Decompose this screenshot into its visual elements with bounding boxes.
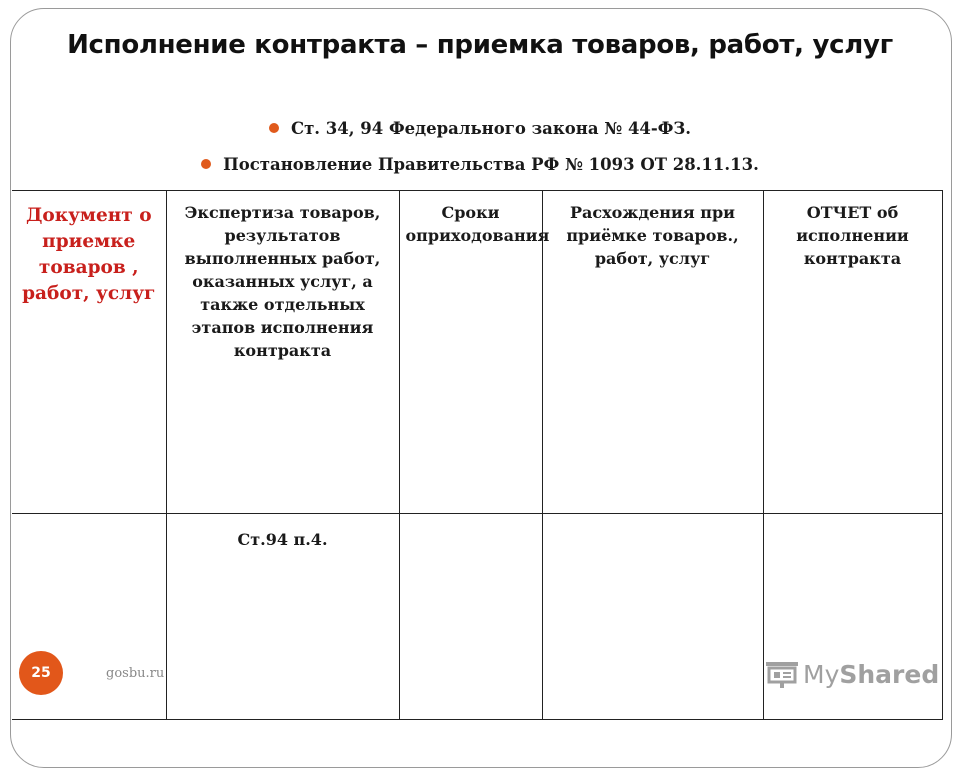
bullet-item [0, 110, 960, 146]
header-cell-report: ОТЧЕТ об исполнении контракта [763, 191, 942, 514]
myshared-watermark [765, 654, 939, 694]
site-footer: gosbu.ru [106, 666, 165, 681]
bullet-dot-icon [269, 123, 279, 133]
table-header-row [12, 191, 942, 514]
page-number-badge: 25 [19, 651, 63, 695]
header-cell-discrepancies: Расхождения при приёмке товаров., работ, услуг [542, 191, 763, 514]
bullet-item [0, 146, 960, 182]
bullet-list [0, 110, 960, 182]
bullet-text: Постановление Правительства РФ № 1093 ОТ 28.11.13. [223, 154, 759, 174]
header-cell-deadlines: Сроки оприходования [399, 191, 542, 514]
table-cell [399, 514, 542, 720]
header-cell-expertise: Экспертиза товаров, результатов выполненных работ, оказанных услуг, а также отдельных этапов исполнения контракта [166, 191, 399, 514]
table-cell: Ст.94 п.4. [166, 514, 399, 720]
table-cell [542, 514, 763, 720]
bullet-dot-icon [201, 159, 211, 169]
bullet-text: Ст. 34, 94 Федерального закона № 44-ФЗ. [290, 118, 692, 138]
acceptance-table [12, 190, 942, 720]
brand-suffix: Shared [839, 659, 940, 689]
header-cell-document: Документ о приемке товаров , работ, услуг [12, 191, 166, 514]
slide-title: Исполнение контракта – приемка товаров, работ, услуг [67, 30, 893, 60]
projector-icon [765, 659, 799, 689]
brand-prefix: My [803, 659, 840, 689]
